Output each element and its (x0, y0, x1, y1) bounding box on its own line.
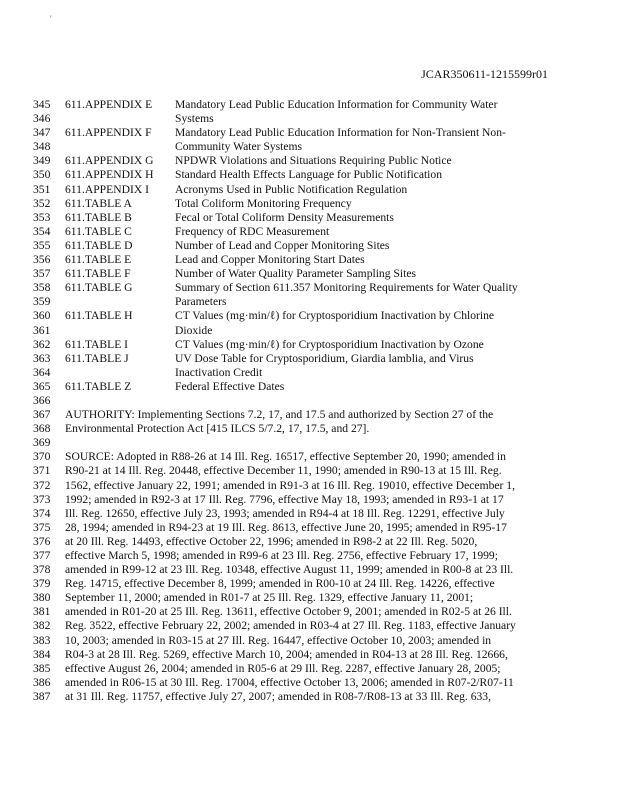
line-number: 356 (33, 253, 51, 267)
document-line (0, 394, 619, 408)
line-number: 376 (33, 534, 51, 548)
document-line (0, 352, 619, 366)
line-text: at 20 Ill. Reg. 14493, effective October 22, 1996; amended in R98-2 at 22 Ill. Reg. 5020, (65, 534, 478, 548)
section-code: 611.TABLE I (65, 337, 129, 351)
line-number: 384 (33, 647, 51, 661)
line-number: 351 (33, 182, 51, 196)
line-number: 364 (33, 365, 51, 379)
line-number: 360 (33, 309, 51, 323)
line-number: 346 (33, 112, 51, 126)
document-line (0, 605, 619, 619)
section-title: Number of Water Quality Parameter Sampling Sites (175, 267, 416, 281)
document-line (0, 464, 619, 478)
section-title: Federal Effective Dates (175, 379, 285, 393)
line-number: 354 (33, 224, 51, 238)
line-number: 357 (33, 267, 51, 281)
line-text: Ill. Reg. 12650, effective July 23, 1993; amended in R94-4 at 18 Ill. Reg. 12291, effective July (65, 506, 505, 520)
document-line (0, 549, 619, 563)
document-line (0, 436, 619, 450)
line-number: 385 (33, 661, 51, 675)
line-number: 369 (33, 436, 51, 450)
section-code: 611.APPENDIX G (65, 154, 154, 168)
document-line (0, 408, 619, 422)
document-line (0, 168, 619, 182)
line-text: Reg. 14715, effective December 8, 1999; amended in R00-10 at 24 Ill. Reg. 14226, effective (65, 577, 495, 591)
document-line (0, 281, 619, 295)
line-text: September 11, 2000; amended in R01-7 at 25 Ill. Reg. 1329, effective January 11, 2001; (65, 591, 474, 605)
section-title: NPDWR Violations and Situations Requiring Public Notice (175, 154, 452, 168)
document-line (0, 563, 619, 577)
document-line (0, 380, 619, 394)
section-title: CT Values (mg·min/ℓ) for Cryptosporidium Inactivation by Ozone (175, 337, 484, 351)
section-title: Dioxide (175, 323, 213, 337)
line-number: 365 (33, 379, 51, 393)
section-code: 611.TABLE D (65, 238, 133, 252)
section-code: 611.TABLE C (65, 224, 132, 238)
section-title: Frequency of RDC Measurement (175, 224, 330, 238)
line-number: 358 (33, 281, 51, 295)
document-line (0, 225, 619, 239)
document-line (0, 479, 619, 493)
document-line (0, 98, 619, 112)
document-line (0, 154, 619, 168)
document-line (0, 676, 619, 690)
line-number: 370 (33, 450, 51, 464)
line-number: 382 (33, 619, 51, 633)
section-title: Total Coliform Monitoring Frequency (175, 196, 352, 210)
document-line (0, 648, 619, 662)
document-line (0, 619, 619, 633)
document-line (0, 577, 619, 591)
line-number: 371 (33, 464, 51, 478)
section-title: Systems (175, 112, 214, 126)
document-line (0, 493, 619, 507)
line-number: 367 (33, 408, 51, 422)
section-title: Summary of Section 611.357 Monitoring Requirements for Water Quality (175, 281, 518, 295)
line-number: 379 (33, 577, 51, 591)
line-number: 375 (33, 520, 51, 534)
line-text: R90-21 at 14 Ill. Reg. 20448, effective December 11, 1990; amended in R90-13 at 15 Ill. Reg. (65, 464, 502, 478)
document-line (0, 535, 619, 549)
line-text: at 31 Ill. Reg. 11757, effective July 27, 2007; amended in R08-7/R08-13 at 33 Ill. Reg. 633, (65, 689, 492, 703)
document-line (0, 366, 619, 380)
document-line (0, 183, 619, 197)
section-title: Acronyms Used in Public Notification Regulation (175, 182, 408, 196)
section-code: 611.APPENDIX H (65, 168, 154, 182)
line-text: effective August 26, 2004; amended in R05-6 at 29 Ill. Reg. 2287, effective January 28, 2005; (65, 661, 501, 675)
line-text: 1562, effective January 22, 1991; amended in R91-3 at 16 Ill. Reg. 19010, effective December 1, (65, 478, 515, 492)
document-line (0, 211, 619, 225)
line-number: 387 (33, 689, 51, 703)
section-title: Community Water Systems (175, 140, 303, 154)
line-number: 378 (33, 563, 51, 577)
section-code: 611.TABLE E (65, 253, 132, 267)
line-number: 359 (33, 295, 51, 309)
section-title: Mandatory Lead Public Education Information for Community Water (175, 98, 498, 111)
line-number: 348 (33, 140, 51, 154)
line-text: 10, 2003; amended in R03-15 at 27 Ill. Reg. 16447, effective October 10, 2003; amended in (65, 633, 492, 647)
line-number: 345 (33, 98, 51, 111)
line-text: 28, 1994; amended in R94-23 at 19 Ill. Reg. 8613, effective June 20, 1995; amended in R95-17 (65, 520, 507, 534)
section-code: 611.APPENDIX I (65, 182, 149, 196)
line-number: 373 (33, 492, 51, 506)
line-text: amended in R99-12 at 23 Ill. Reg. 10348, effective August 11, 1999; amended in R00-8 at 23 Ill. (65, 563, 514, 577)
line-text: SOURCE: Adopted in R88-26 at 14 Ill. Reg. 16517, effective September 20, 1990; amended in (65, 450, 506, 464)
line-number: 362 (33, 337, 51, 351)
section-code: 611.TABLE G (65, 281, 133, 295)
line-number: 377 (33, 549, 51, 562)
document-line (0, 197, 619, 211)
line-text: Reg. 3522, effective February 22, 2002; amended in R03-4 at 27 Ill. Reg. 1183, effective January (65, 619, 516, 633)
line-text: AUTHORITY: Implementing Sections 7.2, 17, and 17.5 and authorized by Section 27 of the (65, 408, 494, 422)
section-code: 611.APPENDIX F (65, 126, 152, 140)
line-number: 368 (33, 422, 51, 436)
line-number: 355 (33, 238, 51, 252)
document-line (0, 253, 619, 267)
document-id-header: JCAR350611-1215599r01 (421, 67, 548, 81)
document-line (0, 324, 619, 338)
section-title: Parameters (175, 295, 227, 309)
line-number: 350 (33, 168, 51, 182)
section-title: Inactivation Credit (175, 365, 263, 379)
line-number: 363 (33, 351, 51, 365)
line-number: 352 (33, 196, 51, 210)
document-line (0, 112, 619, 126)
document-line (0, 450, 619, 464)
section-code: 611.TABLE H (65, 309, 133, 323)
line-number: 366 (33, 393, 51, 407)
line-number: 361 (33, 323, 51, 337)
corner-mark: ' (50, 14, 52, 24)
line-number: 381 (33, 605, 51, 619)
document-line (0, 267, 619, 281)
line-text: effective March 5, 1998; amended in R99-6 at 23 Ill. Reg. 2756, effective February 17, 1999; (65, 549, 498, 562)
line-number: 383 (33, 633, 51, 647)
line-number: 349 (33, 154, 51, 168)
section-title: Lead and Copper Monitoring Start Dates (175, 253, 365, 267)
line-text: Environmental Protection Act [415 ILCS 5/7.2, 17, 17.5, and 27]. (65, 422, 370, 436)
section-title: CT Values (mg·min/ℓ) for Cryptosporidium Inactivation by Chlorine (175, 309, 495, 323)
section-title: Standard Health Effects Language for Public Notification (175, 168, 443, 182)
line-number: 347 (33, 126, 51, 140)
section-title: Fecal or Total Coliform Density Measurements (175, 210, 394, 224)
document-line (0, 140, 619, 154)
document-line (0, 591, 619, 605)
line-number: 353 (33, 210, 51, 224)
document-line (0, 126, 619, 140)
section-code: 611.APPENDIX E (65, 98, 153, 111)
section-title: Mandatory Lead Public Education Information for Non-Transient Non- (175, 126, 506, 140)
document-line (0, 309, 619, 323)
section-code: 611.TABLE F (65, 267, 131, 281)
document-line (0, 295, 619, 309)
section-title: UV Dose Table for Cryptosporidium, Giardia lamblia, and Virus (175, 351, 474, 365)
document-line (0, 521, 619, 535)
document-line (0, 634, 619, 648)
document-line (0, 662, 619, 676)
document-line (0, 239, 619, 253)
line-number: 372 (33, 478, 51, 492)
line-text: 1992; amended in R92-3 at 17 Ill. Reg. 7796, effective May 18, 1993; amended in R93-1 at 17 (65, 492, 504, 506)
line-number: 374 (33, 506, 51, 520)
line-number: 380 (33, 591, 51, 605)
document-line (0, 422, 619, 436)
section-code: 611.TABLE B (65, 210, 132, 224)
line-number: 386 (33, 675, 51, 689)
section-title: Number of Lead and Copper Monitoring Sites (175, 238, 390, 252)
document-body (0, 98, 619, 704)
line-text: amended in R01-20 at 25 Ill. Reg. 13611, effective October 9, 2001; amended in R02-5 at 26 Ill. (65, 605, 512, 619)
section-code: 611.TABLE J (65, 351, 129, 365)
section-code: 611.TABLE Z (65, 379, 132, 393)
line-text: R04-3 at 28 Ill. Reg. 5269, effective March 10, 2004; amended in R04-13 at 28 Ill. Reg. 12666, (65, 647, 508, 661)
line-text: amended in R06-15 at 30 Ill. Reg. 17004, effective October 13, 2006; amended in R07-2/R07-11 (65, 675, 514, 689)
document-line (0, 690, 619, 704)
section-code: 611.TABLE A (65, 196, 132, 210)
document-line (0, 507, 619, 521)
document-line (0, 338, 619, 352)
